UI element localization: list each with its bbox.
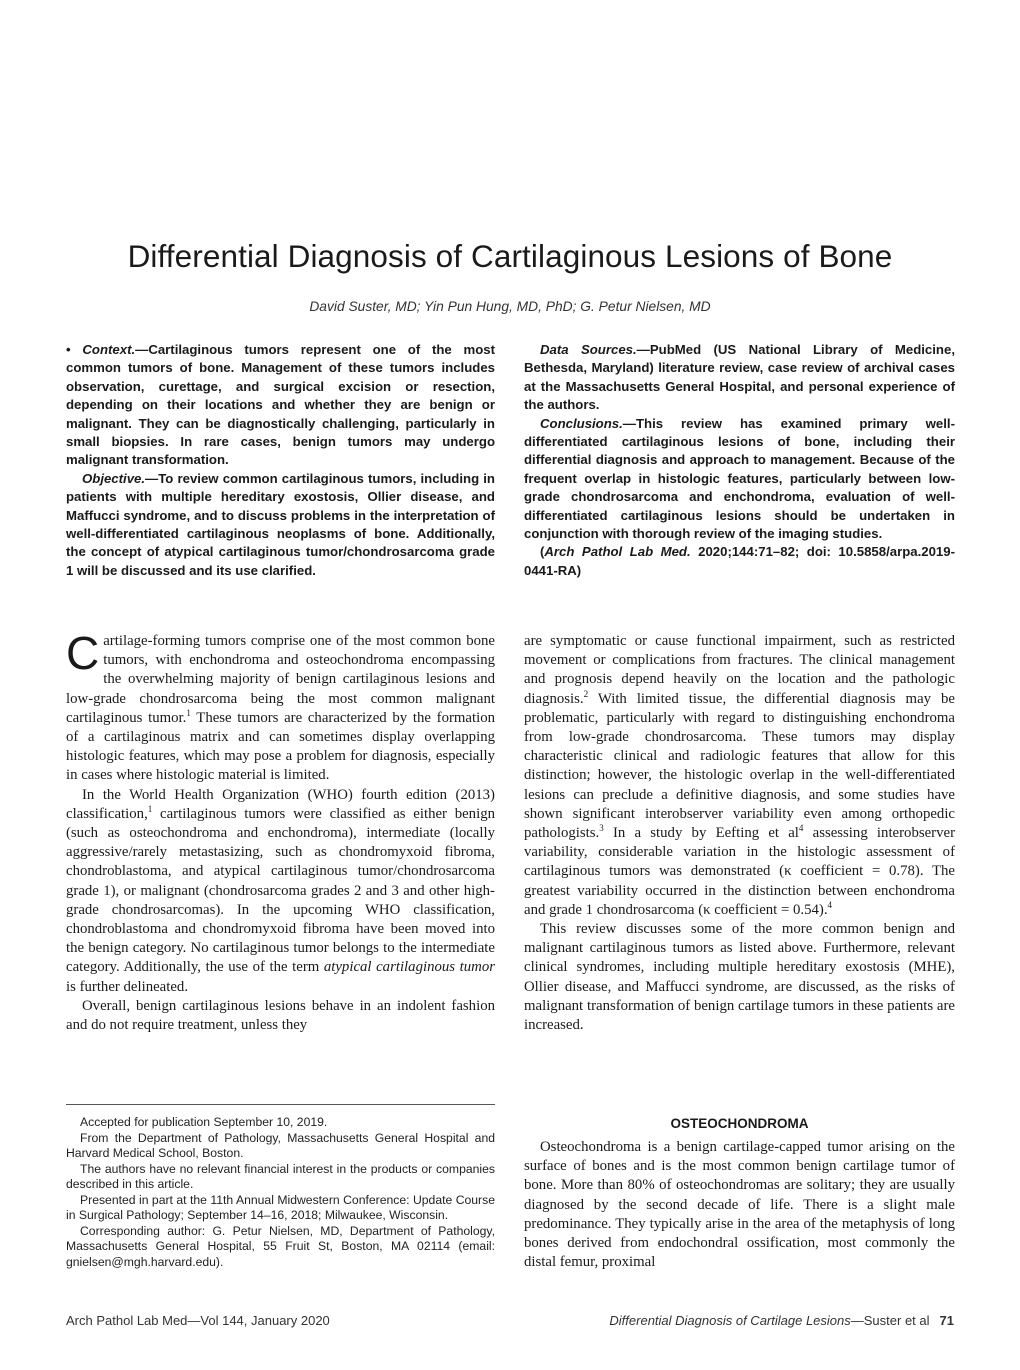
paragraph-text: In a study by Eefting et al <box>603 825 799 842</box>
paragraph-text: With limited tissue, the differential diagnosis may be problematic, particularly with regard to distinguishing enchondroma from low-grade chondrosarcoma. These tumors may display characteristic clinical and radiologic features that allow for this distinction; however, the histologic overlap in the well-differentiated lesions can preclude a definitive diagnosis, and some studies have shown significant interobserver variability even among orthopedic pathologists. <box>524 690 955 842</box>
abstract-right-column <box>524 341 955 580</box>
italic-term: atypical cartilaginous tumor <box>323 959 495 976</box>
journal-issue: Arch Pathol Lab Med—Vol 144, January 2020 <box>66 1313 330 1328</box>
objective-text: —To review common cartilaginous tumors, including in patients with multiple hereditary exostosis, Ollier disease, and Maffucci syndrome, and to discuss problems in the interpretation of well-differentiated cartilaginous neoplasms of bone. Additionally, the concept of atypical cartilaginous tumor/chondrosarcoma grade 1 will be discussed and its use clarified. <box>66 470 495 578</box>
footnote-accepted: Accepted for publication September 10, 2019. <box>80 1115 328 1129</box>
paragraph-text: artilage-forming tumors comprise one of the most common bone tumors, with enchondroma and osteochondroma encompassing the overwhelming majority of benign cartilaginous lesions and low-grade chondrosarcoma being the most common malignant cartilaginous tumor. <box>66 633 495 726</box>
article-title: Differential Diagnosis of Cartilaginous Lesions of Bone <box>127 238 893 274</box>
footnote-disclosure: The authors have no relevant financial interest in the products or companies described in this article. <box>66 1161 495 1191</box>
conclusions-text: —This review has examined primary well-differentiated cartilaginous lesions of bone, including their differential diagnosis and approach to management. Because of the frequent overlap in histologic features, particularly between low-grade chondrosarcoma and enchondroma, evaluation of well-differentiated cartilaginous lesions should be undertaken in conjunction with thorough review of the imaging studies. <box>524 415 955 542</box>
reference-mark: 4 <box>798 823 804 834</box>
citation-details: 2020;144:71–82; doi: 10.5858/arpa.2019-0441-RA) <box>524 544 955 578</box>
body-right-column <box>524 632 955 1035</box>
abstract-objective <box>66 470 495 580</box>
abstract-citation <box>524 543 955 580</box>
reference-mark: 3 <box>599 823 604 834</box>
osteochondroma-section <box>524 1138 955 1272</box>
reference-mark: 2 <box>583 688 589 699</box>
footnotes <box>66 1115 495 1270</box>
paragraph-text: cartilaginous tumors were classified as either benign (such as osteochondroma and enchondroma), intermediate (locally aggressive/rarely metastasizing, such as chondromyxoid fibroma, chondroblastoma, and atypical cartilaginous tumor/chondrosarcoma grade 1), or malignant (chondrosarcoma grades 2 and 3 and other high-grade chondrosarcomas). In the upcoming WHO classification, chondroblastoma and chondromyxoid fibroma have been moved into the benign category. No cartilaginous tumor belongs to the intermediate category. Additionally, the use of the term <box>66 805 495 976</box>
author-list: David Suster, MD; Yin Pun Hung, MD, PhD; G. Petur Nielsen, MD <box>309 299 711 314</box>
reference-mark: 1 <box>186 707 191 718</box>
context-text: —Cartilaginous tumors represent one of the most common tumors of bone. Management of these tumors includes observation, curettage, and surgical excision or resection, depending on their locations and whether they are benign or malignant. They can be diagnostically challenging, particularly in small biopsies. In rare cases, benign tumors may undergo malignant transformation. <box>66 342 495 468</box>
footnote-divider <box>66 1104 495 1105</box>
reference-mark: 4 <box>827 899 833 910</box>
paragraph-text: These tumors are characterized by the formation of a cartilaginous matrix and can sometimes display overlapping histologic features, which may pose a problem for diagnosis, especially in cases where histologic material is limited. <box>66 709 495 784</box>
data-sources-text: —PubMed (US National Library of Medicine, Bethesda, Maryland) literature review, case review of archival cases at the Massachusetts General Hospital, and personal experience of the authors. <box>524 342 955 413</box>
footnote-presented: Presented in part at the 11th Annual Midwestern Conference: Update Course in Surgical Pathology; September 14–16, 2018; Milwaukee, Wisconsin. <box>66 1192 495 1222</box>
drop-cap: C <box>66 627 100 679</box>
body-paragraph-3: Overall, benign cartilaginous lesions behave in an indolent fashion and do not require treatment, unless they <box>66 997 495 1034</box>
footnote-correspondence: Corresponding author: G. Petur Nielsen, MD, Department of Pathology, Massachusetts General Hospital, 55 Fruit St, Boston, MA 02114 (email: gnielsen@mgh.harvard.edu). <box>66 1223 495 1269</box>
paragraph-text: In the World Health Organization (WHO) fourth edition (2013) classification, <box>66 786 495 822</box>
abstract-conclusions <box>524 415 955 544</box>
body-paragraph-6: Osteochondroma is a benign cartilage-capped tumor arising on the surface of bones and is the most common benign cartilage tumor of bone. More than 80% of osteochondromas are solitary; they are usually diagnosed by the second decade of life. There is a slight male predominance. They typically arise in the area of the metaphysis of long bones derived from endochondral ossification, most commonly the distal femur, proximal <box>524 1139 955 1271</box>
body-paragraph-4 <box>524 632 955 920</box>
section-heading: OSTEOCHONDROMA <box>670 1116 809 1131</box>
running-title: Differential Diagnosis of Cartilage Lesions <box>609 1313 851 1328</box>
page-number: 71 <box>939 1313 954 1328</box>
running-authors: —Suster et al <box>850 1313 930 1328</box>
body-paragraph-2 <box>66 786 495 997</box>
paragraph-text: are symptomatic or cause functional impairment, such as restricted movement or complications from fractures. The clinical management and prognosis depend heavily on the location and the pathologic diagnosis. <box>524 633 955 707</box>
abstract-left-column <box>66 341 495 580</box>
footnote-affiliation: From the Department of Pathology, Massachusetts General Hospital and Harvard Medical School, Boston. <box>66 1130 495 1160</box>
data-sources-label: Data Sources. <box>540 342 637 357</box>
conclusions-label: Conclusions. <box>540 415 623 431</box>
abstract-data-sources <box>524 341 955 415</box>
body-paragraph-5: This review discusses some of the more common benign and malignant cartilaginous tumors as listed above. Furthermore, relevant clinical syndromes, including multiple hereditary exostosis (MHE), Ollier disease, and Maffucci syndrome, are discussed, as the risks of malignant transformation of benign cartilage tumors in these patients are increased. <box>524 921 955 1034</box>
abstract-context <box>66 341 495 470</box>
body-paragraph-1 <box>66 627 495 786</box>
paragraph-text: assessing interobserver variability, considerable variation in the histologic assessment of cartilaginous tumors was demonstrated (κ coefficient = 0.78). The greatest variability occurred in the distinction between enchondroma and grade 1 chondrosarcoma (κ coefficient = 0.54). <box>524 825 955 918</box>
objective-label: Objective. <box>82 470 146 486</box>
bullet-icon: • <box>66 342 71 357</box>
running-footer <box>609 1313 954 1328</box>
context-label: Context. <box>82 342 136 357</box>
citation-journal: Arch Pathol Lab Med. <box>544 544 691 560</box>
paragraph-text: is further delineated. <box>66 978 189 995</box>
body-left-column <box>66 627 495 1035</box>
reference-mark: 1 <box>147 803 153 814</box>
citation-paren: ( <box>540 544 545 560</box>
